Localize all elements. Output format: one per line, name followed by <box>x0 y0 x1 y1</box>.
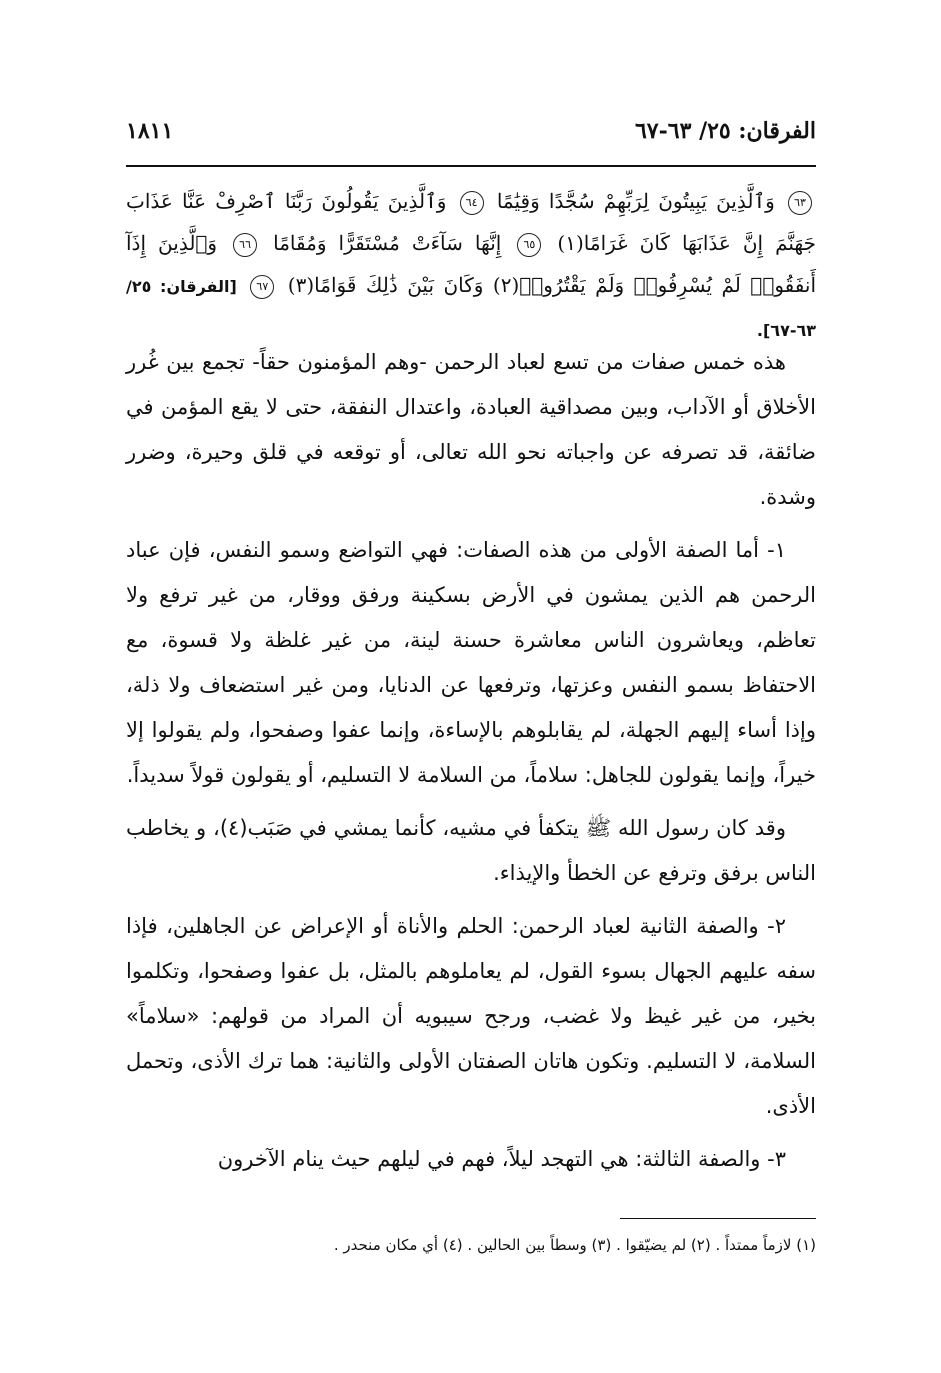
verse-67-text: وَٱلَّذِينَ إِذَآ أَنفَقُوا۟ لَمْ يُسْرِفُوا۟ وَلَمْ يَقْتُرُوا۟(٢) وَكَانَ بَيْنَ ذَٰلِكَ قَوَامًا(٣) <box>126 231 817 297</box>
verse-number-64: ٦٤ <box>460 191 484 215</box>
footnotes: (١) لازماً ممتداً . (٢) لم يضيّقوا . (٣) وسطاً بين الحالين . (٤) أي مكان منحدر . <box>333 1236 816 1254</box>
paragraph-second-attribute: ٢- والصفة الثانية لعباد الرحمن: الحلم والأناة أو الإعراض عن الجاهلين، فإذا سفه عليهم الجهال بسوء القول، لم يعاملوهم بالمثل، بل عفوا وصفحوا، وتكلموا بخير، من غير غيظ ولا غضب، ورجح سيبويه أن المراد من قولهم: «سلاماً» السلامة، لا التسليم. وتكون هاتان الصفتان الأولى والثانية: هما ترك الأذى، وتحمل الأذى. <box>126 914 816 1118</box>
quran-verses <box>126 180 816 352</box>
verse-64-text: وَٱلَّذِينَ يَبِيتُونَ لِرَبِّهِمْ سُجَّدًا وَقِيَٰمًا <box>496 189 775 213</box>
header-rule <box>126 165 816 167</box>
verse-number-63: ٦٣ <box>788 191 812 215</box>
verse-66-text: إِنَّهَا سَآءَتْ مُسْتَقَرًّا وَمُقَامًا <box>273 231 502 255</box>
verse-number-66: ٦٦ <box>233 233 257 257</box>
page-number: ١٨١١ <box>126 118 174 144</box>
paragraph-third-attribute: ٣- والصفة الثالثة: هي التهجد ليلاً، فهم في ليلهم حيث ينام الآخرون <box>217 1147 786 1171</box>
page-header <box>126 118 816 158</box>
commentary-body <box>126 340 816 1190</box>
paragraph-intro: هذه خمس صفات من تسع لعباد الرحمن -وهم المؤمنون حقاً- تجمع بين غُرر الأخلاق أو الآداب، وبين مصداقية العبادة، واعتدال النفقة، حتى لا يقع المؤمن في ضائقة، قد تصرفه عن واجباته نحو الله تعالى، أو توقعه في قلق وحيرة، وضرر وشدة. <box>126 350 816 509</box>
verse-number-65: ٦٥ <box>517 233 541 257</box>
paragraph-first-attribute: ١- أما الصفة الأولى من هذه الصفات: فهي التواضع وسمو النفس، فإن عباد الرحمن هم الذين يمشون في الأرض بسكينة ورفق ووقار، من غير ترفع ولا تعاظم، ويعاشرون الناس معاشرة حسنة لينة، من غير غلظة ولا قسوة، مع الاحتفاظ بسمو النفس وعزتها، وترفعها عن الدنايا، ومن غير استضعاف ولا ذلة، وإذا أساء إليهم الجهلة، لم يقابلوهم بالإساءة، وإنما عفوا وصفحوا، ولم يقولوا إلا خيراً، وإنما يقولون للجاهل: سلاماً، من السلامة لا التسليم، أو يقولون قولاً سديداً. <box>126 538 816 787</box>
running-title: الفرقان: ٢٥/ ٦٣-٦٧ <box>634 118 816 144</box>
verse-number-67: ٦٧ <box>250 275 274 299</box>
verse-65-text: وَٱلَّذِينَ يَقُولُونَ رَبَّنَا ٱصْرِفْ عَنَّا عَذَابَ جَهَنَّمَ إِنَّ عَذَابَهَا كَانَ غَرَامًا(١) <box>126 189 817 255</box>
verse-reference: [الفرقان: ٢٥/ ٦٣-٦٧]. <box>126 277 816 340</box>
paragraph-prophet-walk: وقد كان رسول الله ﷺ يتكفأ في مشيه، كأنما يمشي في صَبَب(٤)، و يخاطب الناس برفق وترفع عن الخطأ والإيذاء. <box>126 816 816 885</box>
footnote-rule <box>620 1218 816 1219</box>
